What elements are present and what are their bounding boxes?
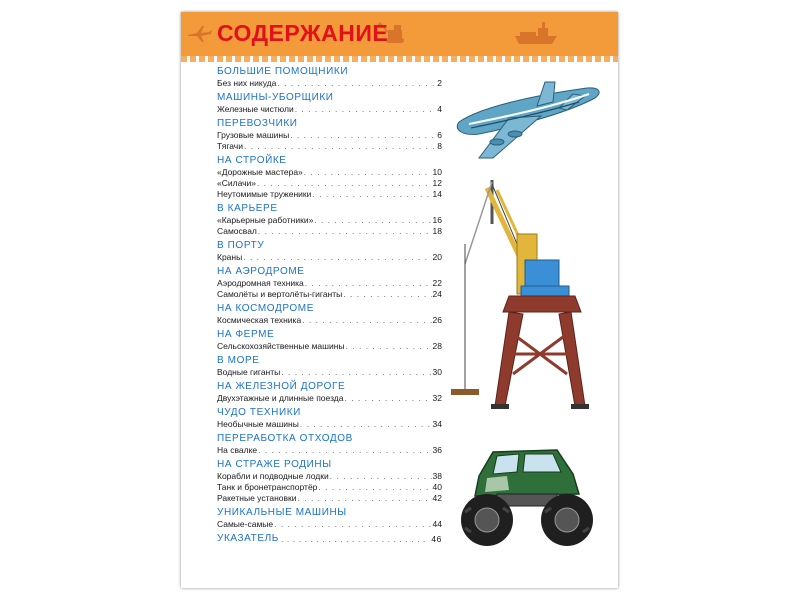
toc-section [217,381,442,404]
entry-page: 28 [432,341,442,351]
toc-entry [217,215,442,226]
entry-label: Танк и бронетранспортёр [217,482,318,492]
entry-label: Корабли и подводные лодки [217,471,329,481]
entry-page: 40 [432,482,442,492]
entry-label: Без них никуда [217,78,277,88]
table-of-contents [217,66,442,545]
index-title: УКАЗАТЕЛЬ [217,533,279,544]
entry-label: Краны [217,252,243,262]
toc-section [217,329,442,352]
toc-entry [217,289,442,300]
entry-label: Ракетные установки [217,493,297,503]
entry-label: Тягачи [217,141,243,151]
toc-entry [217,471,442,482]
entry-page: 38 [432,471,442,481]
entry-label: Самосвал [217,226,257,236]
entry-label: Железные чистюли [217,104,294,114]
entry-label: Аэродромная техника [217,278,304,288]
toc-entry [217,278,442,289]
section-title: В КАРЬЕРЕ [217,203,278,214]
entry-page: 14 [432,189,442,199]
ship-icon [514,20,558,46]
entry-page: 10 [432,167,442,177]
book-page [181,12,618,588]
section-title: НА ЖЕЛЕЗНОЙ ДОРОГЕ [217,381,346,392]
entry-page: 18 [432,226,442,236]
toc-section [217,433,442,456]
index-page: 46 [431,534,442,544]
index-entry [217,533,442,545]
toc-entry [217,104,442,115]
toc-section [217,66,442,89]
entry-page: 36 [432,445,442,455]
section-title: НА АЭРОДРОМЕ [217,266,305,277]
toc-entry [217,130,442,141]
entry-page: 2 [437,78,442,88]
toc-entry [217,493,442,504]
toc-section [217,203,442,237]
toc-entry [217,419,442,430]
toc-entry [217,315,442,326]
section-title: В МОРЕ [217,355,260,366]
toc-entry [217,445,442,456]
entry-page: 42 [432,493,442,503]
toc-entry [217,367,442,378]
toc-section [217,303,442,326]
toc-entry [217,167,442,178]
port-crane-illustration [447,174,593,412]
entry-label: Космическая техника [217,315,302,325]
toc-section [217,240,442,263]
entry-page: 16 [432,215,442,225]
section-title: В ПОРТУ [217,240,265,251]
entry-label: Самолёты и вертолёты-гиганты [217,289,343,299]
entry-label: Неутомимые труженики [217,189,312,199]
entry-page: 4 [437,104,442,114]
toc-entry [217,393,442,404]
entry-page: 30 [432,367,442,377]
entry-label: Самые-самые [217,519,274,529]
entry-page: 6 [437,130,442,140]
section-title: ЧУДО ТЕХНИКИ [217,407,301,418]
entry-label: «Карьерные работники» [217,215,314,225]
toc-entry [217,519,442,530]
toc-section [217,355,442,378]
toc-entry [217,141,442,152]
toc-section [217,459,442,504]
entry-label: На свалке [217,445,258,455]
entry-label: Водные гиганты [217,367,281,377]
entry-page: 24 [432,289,442,299]
toc-section [217,407,442,430]
toc-entry [217,482,442,493]
section-title: НА КОСМОДРОМЕ [217,303,314,314]
toc-section [217,507,442,530]
entry-page: 12 [432,178,442,188]
toc-entry [217,341,442,352]
toc-entry [217,78,442,89]
section-title: ПЕРЕВОЗЧИКИ [217,118,298,129]
section-title: МАШИНЫ-УБОРЩИКИ [217,92,334,103]
page-title: СОДЕРЖАНИЕ [217,20,389,46]
section-title: НА СТРАЖЕ РОДИНЫ [217,459,332,470]
section-title: НА ФЕРМЕ [217,329,275,340]
entry-page: 34 [432,419,442,429]
entry-label: Двухэтажные и длинные поезда [217,393,344,403]
toc-section [217,155,442,200]
section-title: БОЛЬШИЕ ПОМОЩНИКИ [217,66,349,77]
entry-label: Грузовые машины [217,130,290,140]
monster-truck-illustration [457,442,597,554]
entry-label: «Дорожные мастера» [217,167,303,177]
entry-page: 26 [432,315,442,325]
toc-entry [217,178,442,189]
entry-page: 8 [437,141,442,151]
entry-page: 32 [432,393,442,403]
section-title: ПЕРЕРАБОТКА ОТХОДОВ [217,433,353,444]
entry-label: «Силачи» [217,178,257,188]
entry-label: Необычные машины [217,419,299,429]
airplane-icon [187,24,213,44]
section-title: УНИКАЛЬНЫЕ МАШИНЫ [217,507,347,518]
toc-entry [217,189,442,200]
entry-page: 22 [432,278,442,288]
entry-page: 44 [432,519,442,529]
toc-section [217,266,442,300]
toc-section [217,92,442,115]
toc-section [217,118,442,152]
toc-entry [217,252,442,263]
entry-page: 20 [432,252,442,262]
toc-entry [217,226,442,237]
airplane-illustration [449,78,605,164]
entry-label: Сельскохозяйственные машины [217,341,345,351]
section-title: НА СТРОЙКЕ [217,155,287,166]
